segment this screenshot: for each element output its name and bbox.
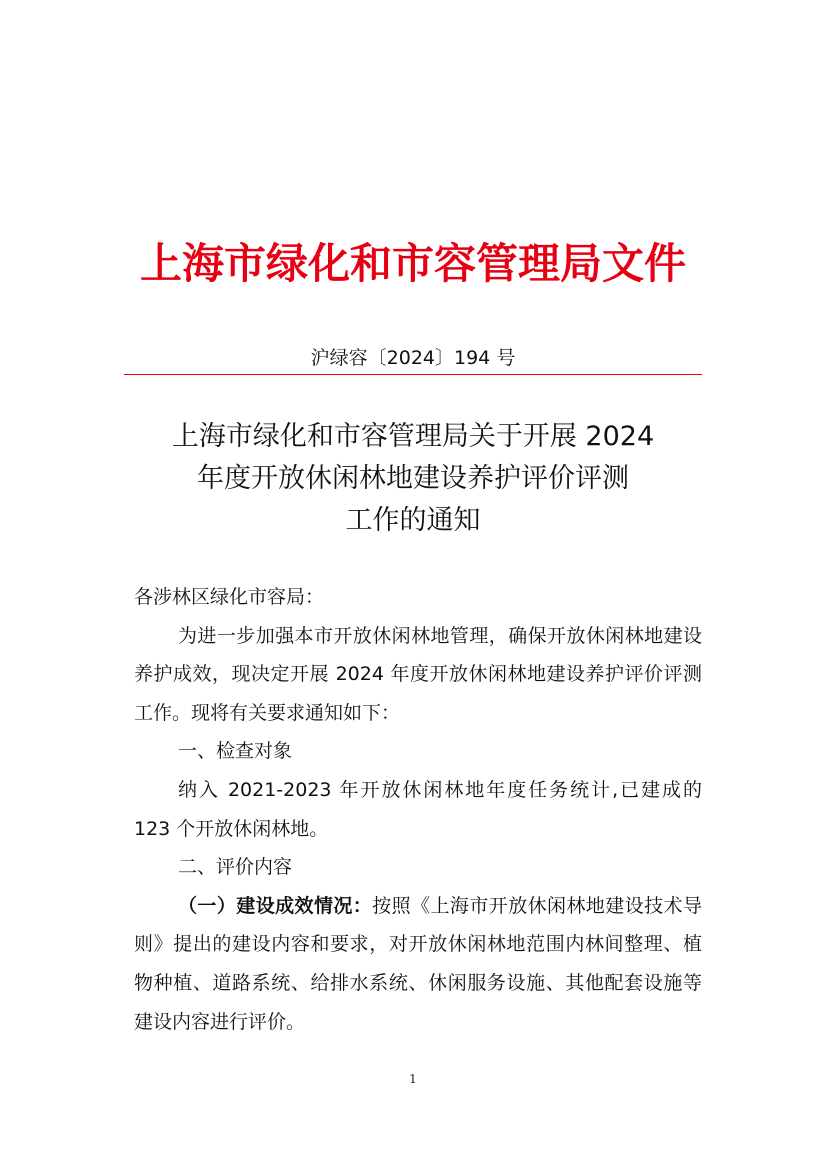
- red-divider-line: [124, 374, 702, 375]
- title-line-2: 年度开放休闲林地建设养护评价评测: [197, 463, 629, 494]
- salutation: 各涉林区绿化市容局：: [134, 586, 325, 608]
- intro-paragraph: 为进一步加强本市开放休闲林地管理，确保开放休闲林地建设养护成效，现决定开展 2024 年度开放休闲林地建设养护评价评测工作。现将有关要求通知如下：: [134, 624, 702, 724]
- section-1-paragraph: 纳入 2021-2023 年开放休闲林地年度任务统计,已建成的 123 个开放休闲林地。: [134, 778, 702, 840]
- title-line-3: 工作的通知: [345, 505, 481, 536]
- notice-title: [0, 416, 826, 542]
- page-number: 1: [409, 1072, 417, 1086]
- item-1-text: 按照《上海市开放休闲林地建设技术导则》提出的建设内容和要求，对开放休闲林地范围内林间整理、植物种植、道路系统、给排水系统、休闲服务设施、其他配套设施等建设内容进行评价。: [134, 894, 702, 1033]
- title-line-1: 上海市绿化和市容管理局关于开展 2024: [171, 421, 655, 452]
- section-2-heading: 二、评价内容: [178, 856, 293, 879]
- item-1-paragraph: [134, 887, 702, 1041]
- notice-body: [134, 578, 702, 1041]
- item-1-label: （一）建设成效情况：: [178, 894, 373, 917]
- document-number: 沪绿容〔2024〕194 号: [310, 347, 516, 369]
- section-1-heading: 一、检查对象: [178, 740, 293, 763]
- agency-header-title: 上海市绿化和市容管理局文件: [139, 239, 686, 288]
